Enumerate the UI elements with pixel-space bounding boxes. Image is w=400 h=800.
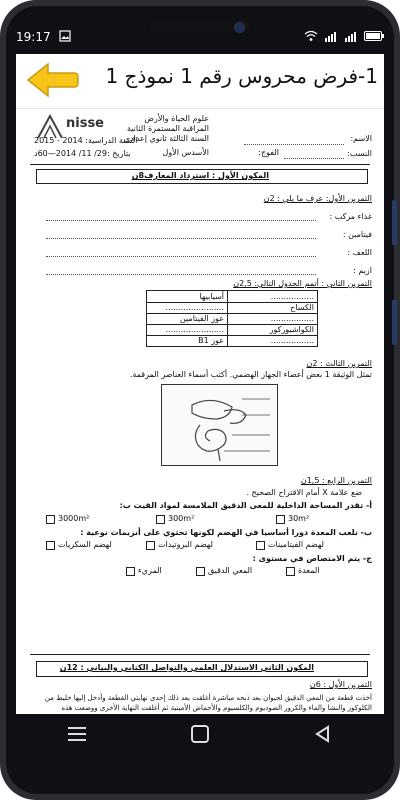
- table-cell: أسيابيها: [199, 292, 224, 301]
- exercise-5-text: الكلوكوز والنشا والماء والكرور الصوديوم والكلسيوم والأحماض الأمينية ثم أغلقت النهاية الأخرى ووضعت هذه: [61, 704, 372, 712]
- table-cell: .......................: [165, 325, 224, 334]
- school-line: السنة الثالثة ثانوي إعدادي: [123, 134, 209, 143]
- exercise-5-title: التمرين الأول : 6ن: [309, 680, 372, 689]
- checkbox-q1-a[interactable]: [46, 515, 55, 524]
- question-3: ج- يتم الامتصاص في مستوى :: [252, 554, 372, 563]
- checkbox-q2-b[interactable]: [146, 541, 155, 550]
- battery-icon: [364, 30, 384, 44]
- question-1: أ- تقدر المساحة الداخلية للمعى الدقيق الملامسة لمواد القيت ب:: [119, 501, 372, 510]
- digestive-system-figure: [161, 384, 278, 466]
- q3-option: المريء: [138, 566, 162, 575]
- volume-button: [392, 200, 397, 245]
- school-line: علوم الحياة والأرض: [144, 114, 209, 123]
- q3-option: المعي الدقيق: [208, 566, 253, 575]
- checkbox-q3-c[interactable]: [286, 567, 295, 576]
- table-cell: عوز الفيتامين: [179, 314, 224, 323]
- q1-options: [46, 514, 366, 524]
- school-line: الأسدس الأول: [162, 148, 209, 157]
- exercise-1-item: ازيم :: [353, 266, 372, 275]
- exercise-5-text: أخذت قطعة من المعي الدقيق لحيوان بعد ذبحه مباشرة أغلقت بعد ذلك إحدى نهايتي القطعة وأدخل إليها خليط من: [44, 694, 372, 702]
- school-line: المراقبة المستمرة الثانية: [126, 124, 209, 133]
- table-cell: الكواشيوركور: [269, 325, 314, 334]
- exercise-1-item: فيتامين :: [342, 230, 372, 239]
- q2-option: لهضم البروتيدات: [158, 540, 213, 549]
- home-button[interactable]: [189, 723, 211, 745]
- exercise-1-title: التمرين الأول: عرف ما يلي : 2ن: [263, 194, 372, 203]
- screen: [16, 54, 384, 714]
- question-2: ب- تلعب المعدة دورا أساسيا في الهضم لكونها تحتوي على أنزيمات نوعية :: [80, 528, 372, 537]
- table-cell: .......................: [165, 303, 224, 312]
- exercise-2-table: [146, 290, 318, 347]
- logo-text: nisse: [66, 116, 105, 131]
- wifi-icon: [304, 30, 318, 45]
- exercise-2-title: التمرين الثاني : أتمم الجدول التالي: 2,5ن: [233, 279, 372, 288]
- image-icon: [59, 30, 71, 45]
- table-cell: .................: [270, 314, 314, 323]
- exercise-3-title: التمرين الثالث : 2ن: [306, 359, 372, 368]
- field-name: الاسم:: [350, 134, 372, 143]
- home-icon: [190, 724, 210, 744]
- q1-option: 30m²: [288, 514, 310, 523]
- exercise-4-instruction: ضع علامة X أمام الاقتراح الصحيح .: [246, 488, 362, 497]
- app-title: 1-فرض محروس رقم 1 نموذج 1: [105, 64, 378, 88]
- q1-option: 300m²: [168, 514, 195, 523]
- exercise-3-description: تمثل الوثيقة 1 بعض أعضاء الجهاز الهضمي. أكتب أسماء العناصر المرقمة.: [129, 370, 372, 379]
- status-time: 19:17: [16, 30, 51, 44]
- status-bar: [16, 20, 384, 54]
- exercise-4-title: التمرين الرابع : 1,5ن: [300, 476, 372, 485]
- power-button: [392, 300, 397, 345]
- section-1-title: المكون الأول : استرداد المعارف8ن: [131, 171, 269, 180]
- q2-option: لهضم السكريات: [58, 540, 112, 549]
- table-cell: .................: [270, 292, 314, 301]
- q3-options: [66, 566, 366, 576]
- checkbox-q2-a[interactable]: [46, 541, 55, 550]
- table-cell: .................: [270, 336, 314, 345]
- checkbox-q3-a[interactable]: [126, 567, 135, 576]
- checkbox-q2-c[interactable]: [256, 541, 265, 550]
- exercise-1-item: غذاء مركب :: [329, 212, 372, 221]
- navigation-bar: [16, 714, 384, 754]
- signal-icon: [324, 30, 338, 45]
- table-cell: عوز B1: [198, 336, 224, 345]
- back-triangle-icon: [314, 725, 332, 743]
- signal-icon: [344, 30, 358, 45]
- menu-button[interactable]: [66, 723, 88, 745]
- menu-icon: [68, 727, 86, 741]
- q3-option: المعدة: [298, 566, 320, 575]
- back-arrow-icon: [24, 60, 80, 100]
- app-bar: [16, 54, 384, 109]
- q2-options: [46, 540, 366, 550]
- back-nav-button[interactable]: [312, 723, 334, 745]
- table-cell: الكساح: [290, 303, 314, 312]
- field-group: الفوج:: [258, 148, 279, 157]
- exercise-1-item: اللعف :: [347, 248, 372, 257]
- checkbox-q1-b[interactable]: [156, 515, 165, 524]
- checkbox-q1-c[interactable]: [276, 515, 285, 524]
- back-button[interactable]: [22, 60, 82, 100]
- checkbox-q3-b[interactable]: [196, 567, 205, 576]
- document-view[interactable]: [26, 114, 374, 714]
- field-lineage: النسب:: [347, 149, 372, 158]
- section-2-title: المكون الثاني الاستدلال العلمي والتواصل الكتابي والبياني : 12ن: [59, 663, 314, 672]
- q1-option: 3000m²: [58, 514, 90, 523]
- date-label: بتاريخ :29/ 11/ 2014—60د: [34, 149, 131, 158]
- year-label: السنة الدراسية: 2014 - 2015: [34, 136, 138, 145]
- q2-option: لهضم الفيتامينات: [268, 540, 324, 549]
